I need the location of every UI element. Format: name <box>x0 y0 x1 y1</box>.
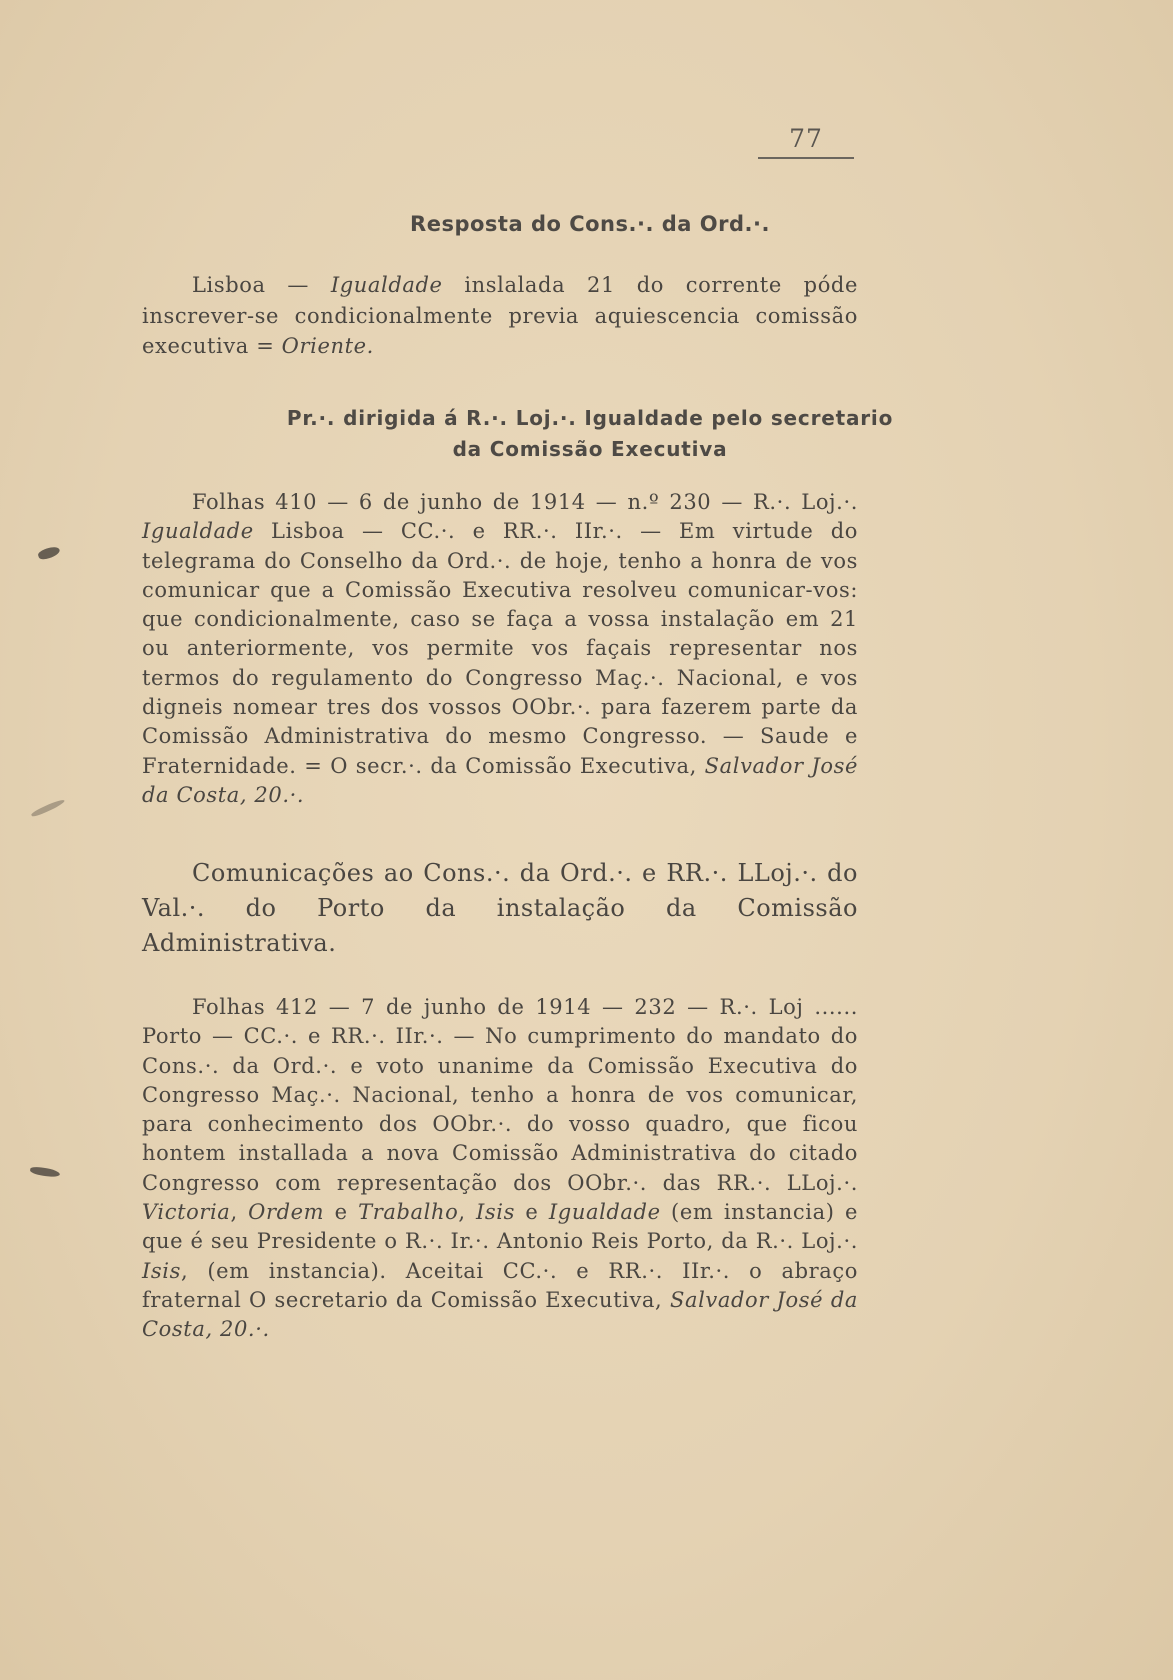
p4-lodge-victoria: Victoria <box>142 1200 231 1225</box>
p3-text: Comunicações ao Cons.·. da Ord.·. e RR.·. LLoj.·. do Val.·. do Porto da instalação da Comissão Administrativa. <box>142 859 858 957</box>
paragraph-folhas-410 <box>142 488 858 810</box>
binding-hole-mark <box>30 1166 61 1178</box>
p4-end: , (em instancia). Aceitai CC.·. e RR.·. IIr.·. o abraço fraternal O secretario da Comissão Executiva, <box>142 1258 858 1312</box>
p1-italic: Igualdade <box>330 273 443 297</box>
p2-signature: Salvador José da Costa, 20.·. <box>142 753 858 807</box>
heading-dirigida-line1: Pr.·. dirigida á R.·. Loj.·. Igualdade pelo secretario <box>286 406 894 430</box>
p2-prefix: Folhas 410 — 6 de junho de 1914 — n.º 230 — R.·. Loj.·. <box>192 490 858 514</box>
binding-hole-mark <box>30 798 65 819</box>
p2-italic: Igualdade <box>142 519 254 544</box>
heading-dirigida <box>150 403 1030 465</box>
p4-sep: , <box>230 1200 249 1225</box>
heading-resposta: Resposta do Cons.·. da Ord.·. <box>410 212 770 236</box>
p4-lodge-isis: Isis <box>476 1200 515 1225</box>
paragraph-folhas-412 <box>142 993 858 1345</box>
page-number: 77 <box>758 124 854 159</box>
p1-rest: inslalada 21 do corrente póde inscrever-se condicionalmente previa aquiescencia comissão executiva = <box>142 273 859 358</box>
binding-hole-mark <box>37 545 61 562</box>
p4-prefix: Folhas 412 — 7 de junho de 1914 — 232 — R.·. Loj ...... Porto — CC.·. e RR.·. IIr.·. — No cumprimento do mandato do Cons.·. da Ord.·. e voto unanime da Comissão Executiva do Congresso Maç.·. Nacional, tenho a honra de vos comunicar, para conhecimento dos OObr.·. do vosso quadro, que ficou hontem installada a nova Comissão Administrativa do citado Congresso com representação dos OObr.·. das RR.·. LLoj.·. <box>142 995 858 1195</box>
p1-signature: Oriente. <box>281 334 374 358</box>
paragraph-lisboa <box>142 270 858 362</box>
p4-lodge-trabalho: Trabalho <box>358 1200 459 1225</box>
p2-body: Lisboa — CC.·. e RR.·. IIr.·. — Em virtude do telegrama do Conselho da Ord.·. de hoje, tenho a honra de vos comunicar que a Comissão Executiva resolveu comunicar-vos: que condicionalmente, caso se faça a vossa instalação em 21 ou anteriormente, vos permite vos façais representar nos termos do regulamento do Congresso Maç.·. Nacional, e vos digneis nomear tres dos vossos OObr.·. para fazerem parte da Comissão Administrativa do mesmo Congresso. — Saude e Fraternidade. = O secr.·. da Comissão Executiva, <box>142 519 858 778</box>
p1-prefix: Lisboa — <box>192 273 331 297</box>
p4-lodge-isis-2: Isis <box>142 1258 181 1283</box>
p4-sep: e <box>515 1200 549 1225</box>
paragraph-comunicacoes <box>142 856 858 961</box>
p4-signature: Salvador José da Costa, 20.·. <box>142 1287 859 1342</box>
p4-sep: , <box>458 1200 477 1225</box>
heading-dirigida-line2: da Comissão Executiva <box>452 437 728 461</box>
p4-middle: (em instancia) e que é seu Presidente o R.·. Ir.·. Antonio Reis Porto, da R.·. Loj.·. <box>142 1200 858 1254</box>
p4-lodge-igualdade: Igualdade <box>548 1200 661 1225</box>
p4-sep: e <box>324 1200 359 1225</box>
p4-lodge-ordem: Ordem <box>248 1200 325 1225</box>
